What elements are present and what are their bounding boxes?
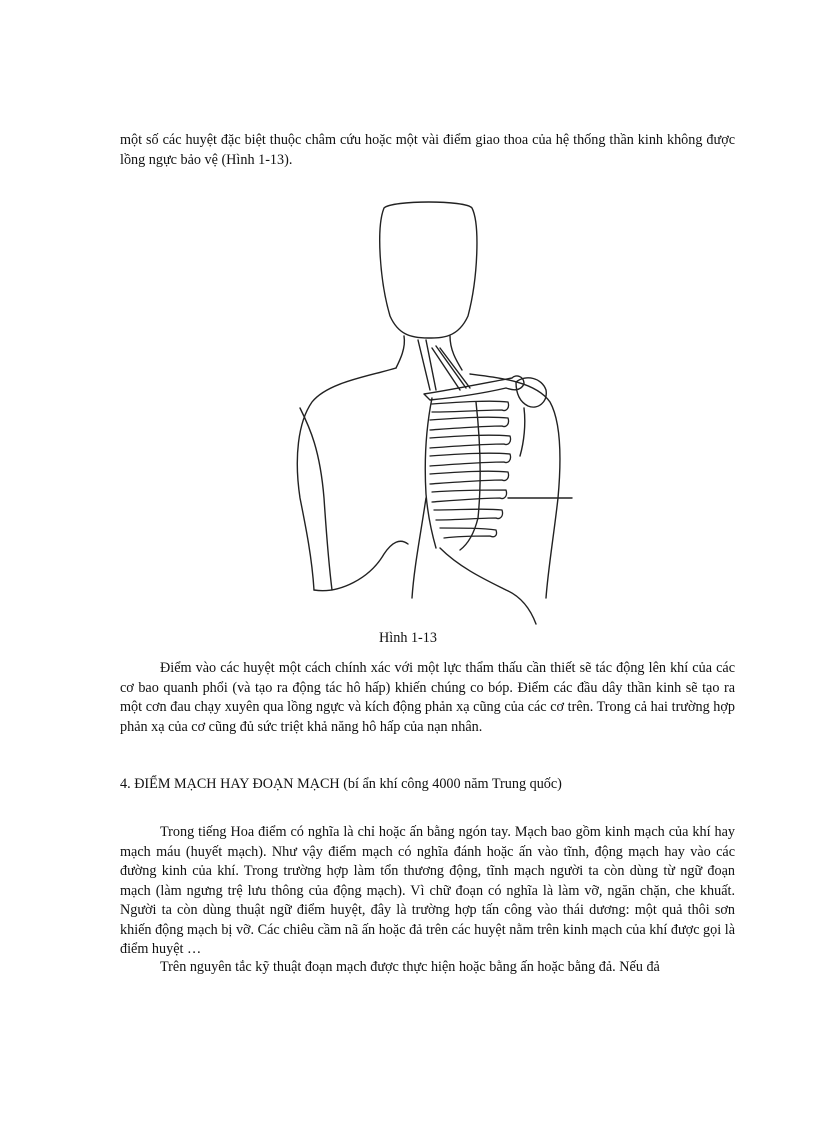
principle-paragraph: Trên nguyên tắc kỹ thuật đoạn mạch được thực hiện hoặc bằng ấn hoặc bằng đả. Nếu đả [160, 959, 660, 975]
torso-left-outline [297, 368, 396, 590]
figure-caption: Hình 1-13 [379, 630, 437, 646]
intro-paragraph: một số các huyệt đặc biệt thuộc châm cứu hoặc một vài điểm giao thoa của hệ thống thần kinh không được lồng ngực bảo vệ (Hình 1-13). [120, 132, 735, 168]
torso-right-outline [470, 374, 560, 598]
neck-muscles [432, 346, 470, 390]
ribs [430, 401, 511, 538]
head-outline [380, 202, 477, 338]
left-arm-inner [300, 408, 332, 590]
shoulder-joint [516, 378, 546, 456]
definition-paragraph: Trong tiếng Hoa điểm có nghĩa là chỉ hoặc ấn bằng ngón tay. Mạch bao gồm kinh mạch của khí hay mạch máu (huyết mạch). Như vậy điểm mạch có nghĩa đánh hoặc ấn vào tĩnh, động mạch hay vào các đường kinh của khí. Trong trường hợp làm tổn thương động, tĩnh mạch người ta còn dùng từ ngữ đoạn mạch (làm ngưng trệ lưu thông của động mạch). Vì chữ đoạn có nghĩa là làm vỡ, ngăn chặn, che khuất. Người ta còn dùng thuật ngữ điểm huyệt, đây là trường hợp tấn công vào thái dương: một quả thôi sơn khiến động mạch bị vỡ. Các chiêu cầm nã ấn hoặc đả trên các huyệt nằm trên kinh mạch của khí được gọi là điểm huyệt … [120, 824, 735, 957]
section-heading: 4. ĐIỂM MẠCH HAY ĐOẠN MẠCH (bí ẩn khí công 4000 năm Trung quốc) [120, 776, 562, 792]
lower-torso-right [440, 548, 536, 624]
torso-ribcage-illustration [280, 198, 580, 628]
spine-center [412, 498, 426, 598]
figure-effect-paragraph: Điểm vào các huyệt một cách chính xác với một lực thẩm thấu cần thiết sẽ tác động lên khí của các cơ bao quanh phổi (và tạo ra động tác hô hấp) khiến chúng co bóp. Điểm các đầu dây thần kinh sẽ tạo ra một cơn đau chạy xuyên qua lồng ngực và kích động phản xạ cũng của các cơ trên. Trong cả hai trường hợp phản xạ của cơ cũng đủ sức triệt khả năng hô hấp của nạn nhân. [120, 660, 735, 735]
spine [418, 340, 436, 390]
